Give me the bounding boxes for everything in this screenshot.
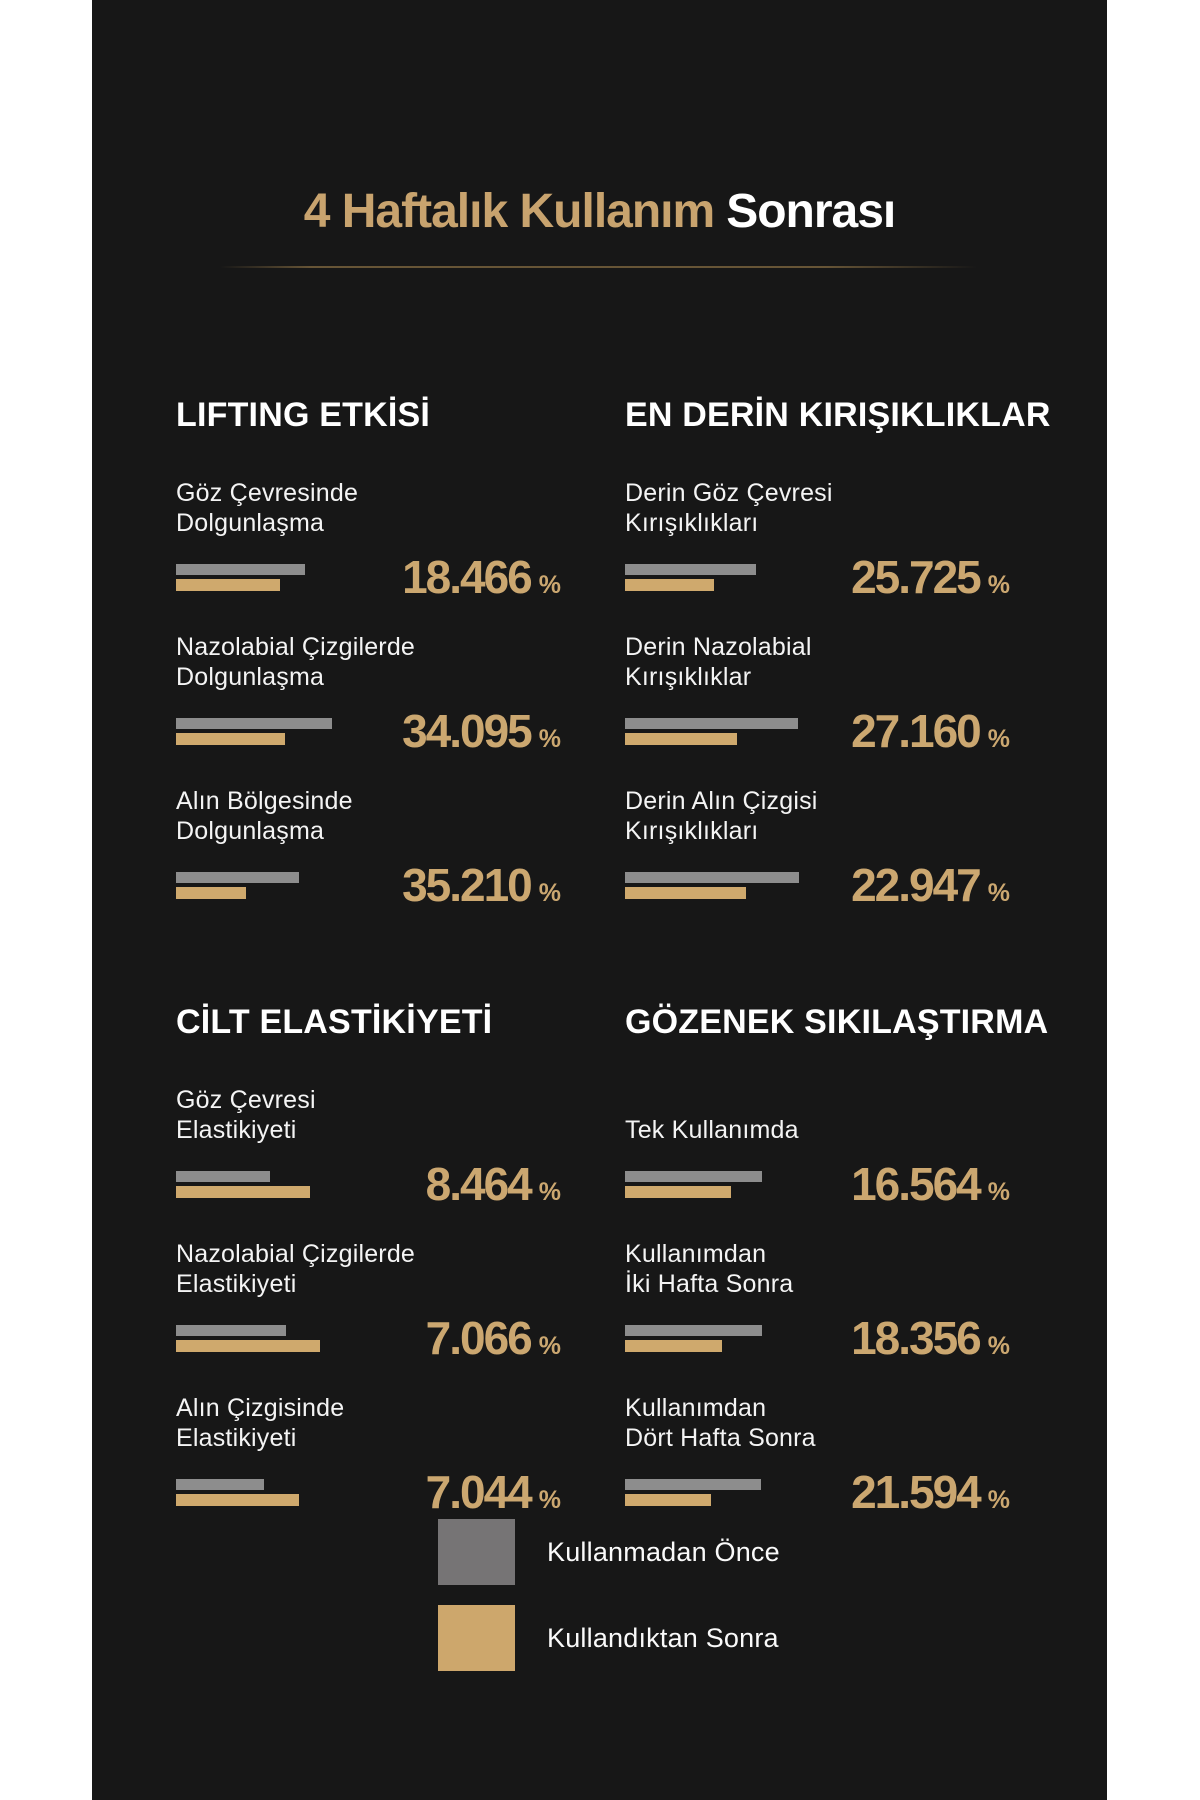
bar-group — [625, 1479, 840, 1506]
stat-label-line1: Tek Kullanımda — [625, 1115, 799, 1144]
stat-item — [176, 478, 561, 603]
bar-group — [625, 872, 840, 899]
percent-sign: % — [538, 1332, 561, 1360]
stat-row — [176, 551, 561, 603]
bar-after — [625, 1340, 722, 1352]
stat-value — [840, 1158, 1010, 1210]
stat-item — [625, 1393, 1010, 1518]
stat-row — [176, 1312, 561, 1364]
stat-value-number: 27.160 — [851, 705, 980, 757]
stat-label-line1: Alın Çizgisinde — [176, 1394, 345, 1422]
bar-group — [176, 1171, 391, 1198]
stat-label — [176, 786, 561, 846]
stat-value-number: 18.356 — [851, 1312, 980, 1364]
legend-label-after: Kullandıktan Sonra — [547, 1622, 779, 1653]
stat-label-line1: Göz Çevresi — [176, 1086, 316, 1114]
stat-row — [176, 705, 561, 757]
stat-row — [625, 859, 1010, 911]
stat-label-line1: Alın Bölgesinde — [176, 787, 353, 815]
percent-sign: % — [538, 571, 561, 599]
stat-value — [391, 551, 561, 603]
stat-item — [176, 786, 561, 911]
bar-after — [176, 1186, 310, 1198]
stat-label — [176, 478, 561, 538]
bar-before — [176, 1325, 286, 1336]
stat-label-line2: Dört Hafta Sonra — [625, 1423, 816, 1452]
stat-label-line1: Derin Nazolabial — [625, 633, 812, 661]
page-title — [92, 185, 1107, 238]
stat-value-number: 8.464 — [425, 1158, 531, 1210]
section-title: EN DERİN KIRIŞIKLIKLAR — [625, 396, 1051, 434]
bar-group — [176, 872, 391, 899]
stat-label-line2: Elastikiyeti — [176, 1115, 297, 1144]
stat-label-line1: Göz Çevresinde — [176, 479, 359, 507]
stat-label — [625, 632, 1010, 692]
bar-group — [176, 564, 391, 591]
infographic-panel — [92, 0, 1107, 1800]
stat-row — [625, 551, 1010, 603]
stat-item — [176, 1239, 561, 1364]
bar-group — [625, 718, 840, 745]
bar-group — [625, 564, 840, 591]
bar-before — [625, 872, 799, 883]
percent-sign: % — [987, 1332, 1010, 1360]
section-title: CİLT ELASTİKİYETİ — [176, 1003, 493, 1041]
stat-label-line1: Derin Göz Çevresi — [625, 479, 833, 507]
page-title-highlight: 4 Haftalık Kullanım — [303, 185, 715, 238]
stat-value-number: 35.210 — [402, 859, 531, 911]
stat-row — [176, 1158, 561, 1210]
stat-label-line1: Kullanımdan — [625, 1394, 767, 1422]
bar-after — [176, 1340, 320, 1352]
stat-item — [176, 632, 561, 757]
stat-value-number: 18.466 — [402, 551, 531, 603]
stat-value-number: 16.564 — [851, 1158, 980, 1210]
legend-label-before: Kullanmadan Önce — [547, 1536, 780, 1567]
stat-value — [391, 1466, 561, 1518]
stat-item — [625, 478, 1010, 603]
section-en-derin-kirisikliklar — [625, 396, 1051, 911]
bar-group — [176, 1479, 391, 1506]
stat-row — [625, 1312, 1010, 1364]
bar-after — [176, 733, 285, 745]
stat-value-number: 22.947 — [851, 859, 980, 911]
stat-value-number: 7.044 — [425, 1466, 531, 1518]
stat-row — [625, 705, 1010, 757]
bar-after — [176, 579, 280, 591]
percent-sign: % — [987, 1486, 1010, 1514]
stat-label-line2: Dolgunlaşma — [176, 662, 325, 691]
section-lifting-etkisi — [176, 396, 561, 911]
bar-group — [625, 1325, 840, 1352]
bar-after — [176, 1494, 299, 1506]
percent-sign: % — [538, 1178, 561, 1206]
stat-label-line1: Nazolabial Çizgilerde — [176, 1240, 416, 1268]
stat-label — [625, 1085, 1010, 1145]
stat-item — [625, 632, 1010, 757]
bar-after — [625, 1494, 711, 1506]
stat-row — [176, 859, 561, 911]
stat-label-line2: Kırışıklıklar — [625, 662, 752, 691]
section-title: GÖZENEK SIKILAŞTIRMA — [625, 1003, 1049, 1041]
stat-label-line2: Kırışıklıkları — [625, 816, 759, 845]
stat-row — [625, 1158, 1010, 1210]
stat-value — [391, 705, 561, 757]
stat-row — [625, 1466, 1010, 1518]
stat-value — [391, 859, 561, 911]
bar-group — [176, 1325, 391, 1352]
bar-before — [176, 718, 332, 729]
stat-label-line1: Derin Alın Çizgisi — [625, 787, 818, 815]
stat-label-line2: Dolgunlaşma — [176, 508, 325, 537]
stat-label — [625, 1239, 1010, 1299]
stat-label-line2: Elastikiyeti — [176, 1423, 297, 1452]
percent-sign: % — [987, 725, 1010, 753]
bar-before — [625, 1325, 762, 1336]
stat-value-number: 21.594 — [851, 1466, 980, 1518]
stat-item — [625, 1239, 1010, 1364]
stat-value — [840, 705, 1010, 757]
stat-label-line2: İki Hafta Sonra — [625, 1269, 794, 1298]
legend — [438, 1519, 780, 1671]
stat-item — [625, 1085, 1010, 1210]
stat-label-line1: Kullanımdan — [625, 1240, 767, 1268]
percent-sign: % — [987, 571, 1010, 599]
stat-label — [625, 786, 1010, 846]
title-divider — [220, 266, 977, 268]
bar-before — [176, 1479, 264, 1490]
bar-after — [176, 887, 246, 899]
percent-sign: % — [538, 879, 561, 907]
stat-label-line2: Dolgunlaşma — [176, 816, 325, 845]
bar-before — [625, 1479, 761, 1490]
stat-item — [625, 786, 1010, 911]
section-gozenek-sikilastirma — [625, 1003, 1049, 1518]
legend-item-after — [438, 1605, 780, 1671]
section-title: LIFTING ETKİSİ — [176, 396, 431, 434]
stat-value — [840, 1312, 1010, 1364]
percent-sign: % — [987, 879, 1010, 907]
stat-label-line2: Kırışıklıkları — [625, 508, 759, 537]
stat-value — [840, 1466, 1010, 1518]
legend-swatch-after — [438, 1605, 515, 1671]
stat-label-line1: Nazolabial Çizgilerde — [176, 633, 416, 661]
section-cilt-elastikiyeti — [176, 1003, 561, 1518]
stat-label — [176, 632, 561, 692]
stat-value — [840, 551, 1010, 603]
bar-after — [625, 887, 746, 899]
stat-value-number: 25.725 — [851, 551, 980, 603]
percent-sign: % — [538, 1486, 561, 1514]
stat-label — [625, 1393, 1010, 1453]
stat-label — [176, 1085, 561, 1145]
stat-value — [391, 1312, 561, 1364]
bar-after — [625, 579, 714, 591]
percent-sign: % — [987, 1178, 1010, 1206]
stat-label — [625, 478, 1010, 538]
stat-value — [391, 1158, 561, 1210]
bar-group — [176, 718, 391, 745]
page-title-rest: Sonrası — [726, 185, 896, 238]
bar-before — [625, 1171, 762, 1182]
bar-group — [625, 1171, 840, 1198]
bar-before — [625, 564, 756, 575]
stat-value-number: 7.066 — [425, 1312, 531, 1364]
stat-row — [176, 1466, 561, 1518]
bar-before — [625, 718, 798, 729]
stat-value — [840, 859, 1010, 911]
stat-value-number: 34.095 — [402, 705, 531, 757]
stat-item — [176, 1085, 561, 1210]
bar-before — [176, 1171, 270, 1182]
stat-label — [176, 1393, 561, 1453]
legend-swatch-before — [438, 1519, 515, 1585]
bar-before — [176, 872, 299, 883]
stat-label — [176, 1239, 561, 1299]
bar-after — [625, 1186, 731, 1198]
bar-before — [176, 564, 305, 575]
legend-item-before — [438, 1519, 780, 1585]
percent-sign: % — [538, 725, 561, 753]
stat-label-line2: Elastikiyeti — [176, 1269, 297, 1298]
bar-after — [625, 733, 737, 745]
stat-item — [176, 1393, 561, 1518]
